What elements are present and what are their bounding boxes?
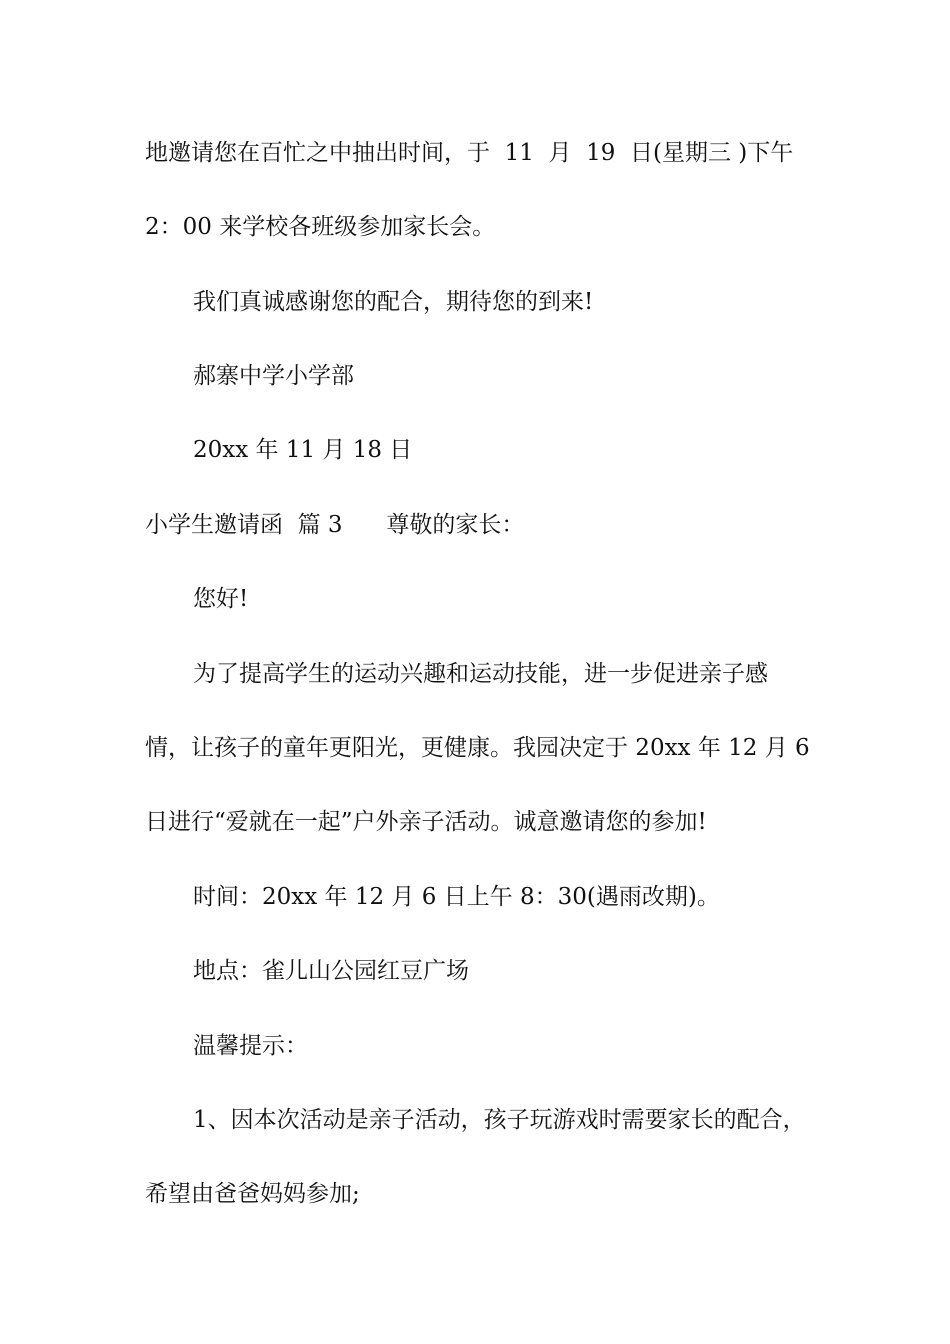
paragraph-line-meeting-location: 2：00 来学校各班级参加家长会。 [145, 214, 496, 240]
paragraph-thanks: 我们真诚感谢您的配合，期待您的到来! [193, 289, 594, 315]
tip-1-line-1: 1、因本次活动是亲子活动，孩子玩游戏时需要家长的配合， [193, 1107, 806, 1133]
greeting: 您好! [193, 586, 249, 612]
tips-heading: 温馨提示： [193, 1033, 308, 1059]
paragraph-line-purpose-2: 情，让孩子的童年更阳光，更健康。我园决定于 20xx 年 12 月 6 [145, 735, 810, 761]
tip-1-line-2: 希望由爸爸妈妈参加; [145, 1181, 360, 1207]
signature-date: 20xx 年 11 月 18 日 [193, 437, 413, 463]
paragraph-line-purpose-1: 为了提高学生的运动兴趣和运动技能，进一步促进亲子感 [193, 661, 768, 687]
event-location: 地点：雀儿山公园红豆广场 [193, 958, 469, 984]
paragraph-line-purpose-3: 日进行“爱就在一起”户外亲子活动。诚意邀请您的参加! [145, 809, 707, 835]
section-heading-invitation-3: 小学生邀请函 篇 3 尊敬的家长： [145, 512, 525, 538]
signature-school: 郝寨中学小学部 [193, 363, 354, 389]
paragraph-line-invitation-time: 地邀请您在百忙之中抽出时间，于 11 月 19 日(星期三 )下午 [145, 140, 794, 166]
event-time: 时间：20xx 年 12 月 6 日上午 8：30(遇雨改期)。 [193, 884, 720, 910]
